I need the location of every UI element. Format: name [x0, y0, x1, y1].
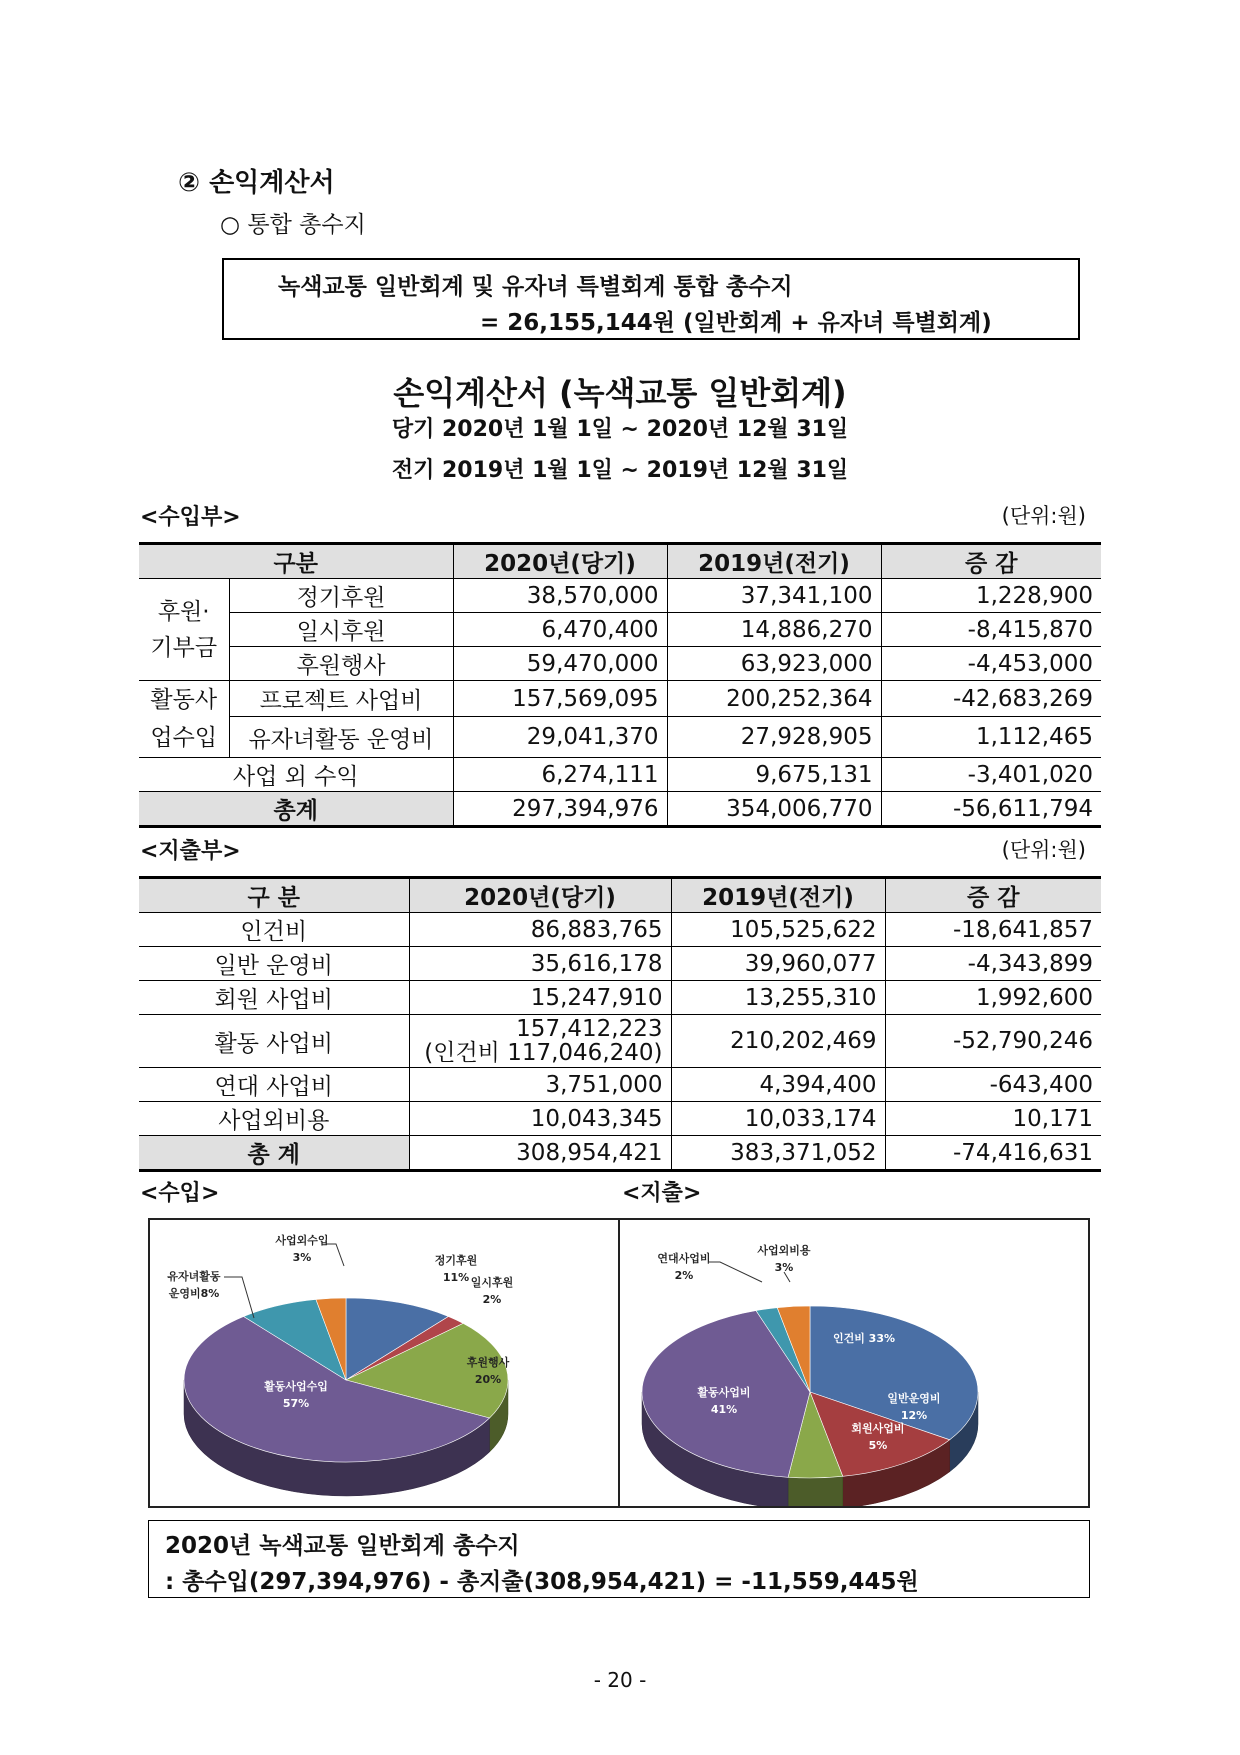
pie-slice-label: 20%	[474, 1373, 502, 1386]
income-header-category: 구분	[139, 544, 453, 579]
row-change: 1,992,600	[885, 981, 1101, 1015]
pie-slice-label: 정기후원	[434, 1254, 478, 1267]
row-label: 일시후원	[229, 613, 453, 647]
total-previous: 383,371,052	[671, 1136, 885, 1171]
table-row	[139, 647, 1101, 681]
income-pie-chart	[150, 1220, 616, 1506]
row-current: 86,883,765	[409, 913, 671, 947]
pie-slice-label: 운영비8%	[168, 1287, 220, 1300]
expense-header-change: 증 감	[885, 878, 1101, 913]
row-change: 1,228,900	[881, 579, 1101, 613]
row-previous: 13,255,310	[671, 981, 885, 1015]
row-current: 29,041,370	[453, 717, 667, 758]
row-current: 10,043,345	[409, 1102, 671, 1136]
pie-slice-label: 3%	[292, 1251, 312, 1264]
income-chart-label: <수입>	[140, 1181, 220, 1206]
pie-slice-label: 후원행사	[466, 1356, 510, 1369]
pie-slice-label: 사업외비용	[757, 1244, 811, 1257]
statement-title: 손익계산서 (녹색교통 일반회계)	[393, 374, 847, 412]
row-label: 유자녀활동 운영비	[229, 717, 453, 758]
expense-header-previous: 2019년(전기)	[671, 878, 885, 913]
total-current: 308,954,421	[409, 1136, 671, 1171]
row-label: 정기후원	[229, 579, 453, 613]
row-current: 157,569,095	[453, 681, 667, 717]
summary-line2: = 26,155,144원 (일반회계 + 유자녀 특별회계)	[480, 310, 992, 336]
row-change: 10,171	[885, 1102, 1101, 1136]
pie-slice-label: 5%	[868, 1439, 888, 1452]
total-change: -56,611,794	[881, 792, 1101, 827]
row-previous: 9,675,131	[667, 758, 881, 792]
section-subtitle: ○ 통합 총수지	[220, 212, 366, 238]
pie-slice-label: 41%	[710, 1403, 738, 1416]
expense-total-row	[139, 1136, 1101, 1171]
table-row	[139, 579, 1101, 613]
pie-slice-label: 회원사업비	[851, 1422, 905, 1435]
row-current: 59,470,000	[453, 647, 667, 681]
row-label: 후원행사	[229, 647, 453, 681]
row-current: 6,274,111	[453, 758, 667, 792]
pie-slice-label: 12%	[900, 1409, 928, 1422]
final-line1: 2020년 녹색교통 일반회계 총수지	[165, 1533, 520, 1559]
row-current: 38,570,000	[453, 579, 667, 613]
pie-slice-label: 2%	[674, 1269, 694, 1282]
expense-table	[139, 876, 1101, 1172]
previous-period: 전기 2019년 1월 1일 ~ 2019년 12월 31일	[391, 458, 849, 483]
income-total-row	[139, 792, 1101, 827]
section-title: ② 손익계산서	[178, 168, 335, 198]
table-row	[139, 947, 1101, 981]
row-change: -643,400	[885, 1068, 1101, 1102]
pie-slice-label: 연대사업비	[657, 1252, 711, 1265]
row-previous: 4,394,400	[671, 1068, 885, 1102]
final-line2: : 총수입(297,394,976) - 총지출(308,954,421) = -11,559,445원	[165, 1569, 919, 1595]
row-previous: 37,341,100	[667, 579, 881, 613]
pie-slice-label: 11%	[442, 1271, 470, 1284]
row-label: 일반 운영비	[139, 947, 409, 981]
pie-slice-label: 활동사업수입	[264, 1380, 328, 1393]
total-previous: 354,006,770	[667, 792, 881, 827]
row-label: 연대 사업비	[139, 1068, 409, 1102]
row-label: 회원 사업비	[139, 981, 409, 1015]
total-label: 총 계	[139, 1136, 409, 1171]
final-summary-box	[148, 1520, 1090, 1598]
pie-slice-label: 57%	[282, 1397, 310, 1410]
income-header-change: 증 감	[881, 544, 1101, 579]
row-current: 35,616,178	[409, 947, 671, 981]
expense-pie-chart	[620, 1220, 1088, 1506]
income-header-previous: 2019년(전기)	[667, 544, 881, 579]
pie-slice-label: 일반운영비	[887, 1392, 941, 1405]
row-label: 프로젝트 사업비	[229, 681, 453, 717]
row-change: -52,790,246	[885, 1015, 1101, 1068]
row-label: 인건비	[139, 913, 409, 947]
pie-slice-label: 일시후원	[470, 1276, 514, 1289]
pie-leader-line	[708, 1262, 762, 1282]
pie-slice-label: 인건비 33%	[832, 1332, 896, 1345]
row-current: 6,470,400	[453, 613, 667, 647]
row-change: -4,343,899	[885, 947, 1101, 981]
total-label: 총계	[139, 792, 453, 827]
expense-label: <지출부>	[140, 839, 241, 864]
income-label: <수입부>	[140, 505, 241, 530]
summary-line1: 녹색교통 일반회계 및 유자녀 특별회계 통합 총수지	[278, 274, 793, 300]
table-row	[139, 1015, 1101, 1068]
pie-slice-label: 사업외수입	[275, 1234, 329, 1247]
table-row	[139, 613, 1101, 647]
pie-slice-side	[788, 1476, 843, 1506]
income-table	[139, 542, 1101, 828]
expense-header-row	[139, 878, 1101, 913]
summary-box	[222, 258, 1080, 340]
table-row	[139, 681, 1101, 717]
row-change: -3,401,020	[881, 758, 1101, 792]
row-previous: 14,886,270	[667, 613, 881, 647]
row-current: 15,247,910	[409, 981, 671, 1015]
row-current-value: 157,412,223	[516, 1016, 663, 1042]
row-label: 사업 외 수익	[139, 758, 453, 792]
expense-header-current: 2020년(당기)	[409, 878, 671, 913]
table-row	[139, 981, 1101, 1015]
row-previous: 39,960,077	[671, 947, 885, 981]
income-group-activity: 활동사 업수입	[139, 681, 229, 758]
expense-header-category: 구 분	[139, 878, 409, 913]
expense-unit: (단위:원)	[1001, 838, 1086, 862]
income-header-current: 2020년(당기)	[453, 544, 667, 579]
row-change: -18,641,857	[885, 913, 1101, 947]
income-unit: (단위:원)	[1001, 504, 1086, 528]
row-change: -8,415,870	[881, 613, 1101, 647]
row-label: 활동 사업비	[139, 1015, 409, 1068]
pie-slice-label: 유자녀활동	[167, 1270, 221, 1283]
row-previous: 200,252,364	[667, 681, 881, 717]
row-change: -42,683,269	[881, 681, 1101, 717]
row-change: 1,112,465	[881, 717, 1101, 758]
pie-slice-label: 활동사업비	[697, 1386, 751, 1399]
row-current: 3,751,000	[409, 1068, 671, 1102]
row-previous: 63,923,000	[667, 647, 881, 681]
table-row	[139, 1068, 1101, 1102]
table-row	[139, 717, 1101, 758]
pie-leader-line	[224, 1277, 254, 1318]
pie-slice-label: 3%	[774, 1261, 794, 1274]
pie-slice-label: 2%	[482, 1293, 502, 1306]
total-change: -74,416,631	[885, 1136, 1101, 1171]
table-row	[139, 913, 1101, 947]
page-number: - 20 -	[593, 1668, 647, 1692]
row-previous: 27,928,905	[667, 717, 881, 758]
income-pie-group	[184, 1298, 508, 1496]
row-current	[409, 1015, 671, 1068]
row-current-note: (인건비 117,046,240)	[424, 1040, 663, 1066]
row-change: -4,453,000	[881, 647, 1101, 681]
row-previous: 105,525,622	[671, 913, 885, 947]
row-label: 사업외비용	[139, 1102, 409, 1136]
expense-pie-group	[642, 1306, 978, 1506]
income-header-row	[139, 544, 1101, 579]
pie-leader-line	[326, 1244, 344, 1266]
row-previous: 210,202,469	[671, 1015, 885, 1068]
row-previous: 10,033,174	[671, 1102, 885, 1136]
income-group-donation: 후원· 기부금	[139, 579, 229, 681]
total-current: 297,394,976	[453, 792, 667, 827]
table-row	[139, 1102, 1101, 1136]
current-period: 당기 2020년 1월 1일 ~ 2020년 12월 31일	[391, 417, 849, 442]
expense-chart-label: <지출>	[622, 1181, 702, 1206]
table-row	[139, 758, 1101, 792]
